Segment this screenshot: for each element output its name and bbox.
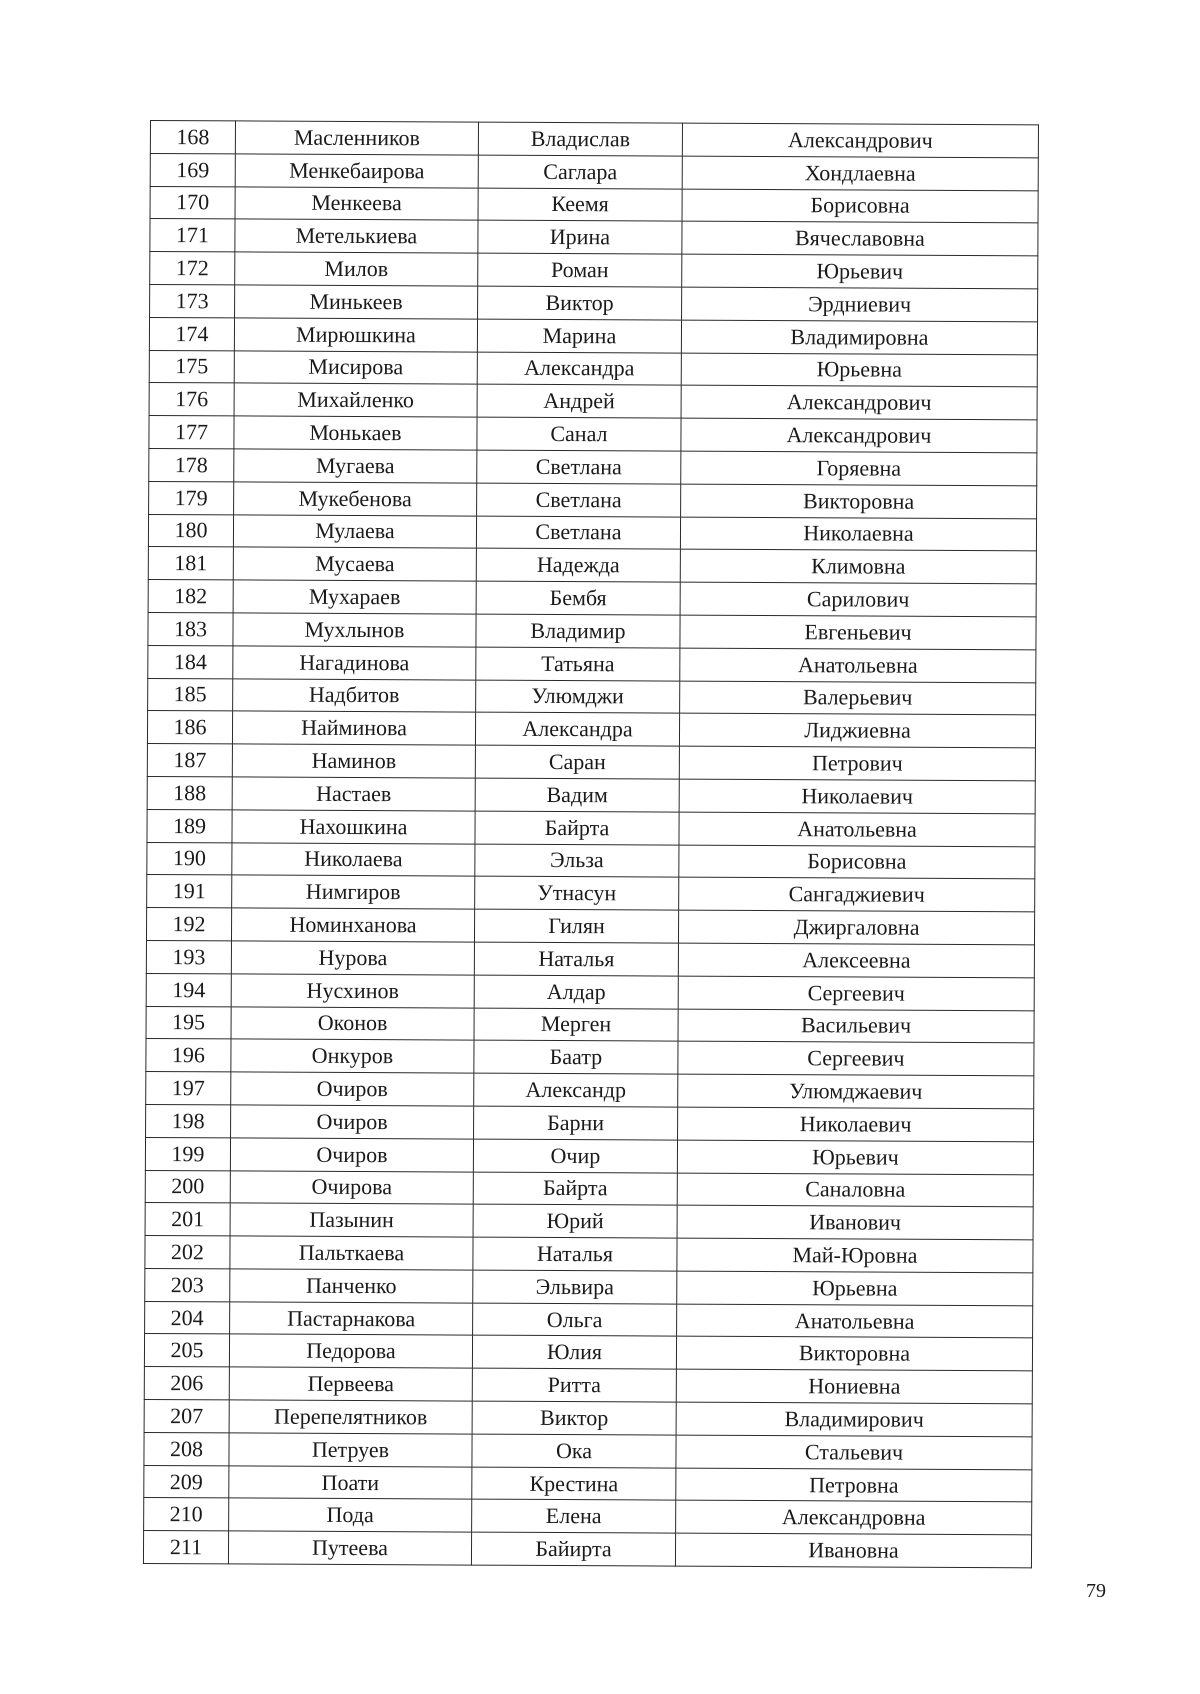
row-number-cell: 173 (150, 284, 235, 317)
table-row (149, 350, 1037, 387)
row-number-cell: 199 (145, 1137, 230, 1170)
row-number-cell: 180 (148, 514, 233, 547)
table-row (146, 908, 1034, 945)
patronymic-cell: Александровна (676, 1501, 1032, 1536)
patronymic-cell: Николаевна (680, 517, 1036, 552)
row-number-cell: 205 (144, 1334, 229, 1367)
patronymic-cell: Ивановна (675, 1533, 1031, 1568)
row-number-cell: 184 (148, 645, 233, 678)
patronymic-cell: Валерьевич (680, 681, 1036, 716)
first-name-cell: Барни (474, 1106, 678, 1140)
surname-cell: Педорова (229, 1334, 472, 1368)
first-name-cell: Марина (477, 319, 681, 353)
roster-table (143, 120, 1039, 1568)
first-name-cell: Юлия (472, 1336, 676, 1370)
patronymic-cell: Александрович (681, 385, 1037, 420)
row-number-cell: 189 (147, 809, 232, 842)
row-number-cell: 208 (144, 1432, 229, 1465)
table-row (148, 678, 1036, 715)
surname-cell: Минькеев (235, 285, 478, 319)
row-number-cell: 201 (145, 1203, 230, 1236)
surname-cell: Онкуров (231, 1039, 474, 1073)
patronymic-cell: Сергеевич (678, 1041, 1034, 1076)
first-name-cell: Виктор (472, 1401, 676, 1435)
patronymic-cell: Николаевич (678, 1107, 1034, 1142)
surname-cell: Мисирова (234, 350, 477, 384)
surname-cell: Наминов (232, 744, 475, 778)
surname-cell: Первеева (229, 1367, 472, 1401)
surname-cell: Панченко (230, 1269, 473, 1303)
patronymic-cell: Николаевич (679, 779, 1035, 814)
table-row (148, 580, 1036, 617)
first-name-cell: Виктор (478, 286, 682, 320)
first-name-cell: Мерген (474, 1008, 678, 1042)
surname-cell: Пастарнакова (230, 1302, 473, 1336)
first-name-cell: Баатр (474, 1040, 678, 1074)
row-number-cell: 198 (146, 1104, 231, 1137)
row-number-cell: 197 (146, 1072, 231, 1105)
row-number-cell: 186 (147, 711, 232, 744)
surname-cell: Нурова (231, 941, 474, 975)
surname-cell: Очиров (230, 1138, 473, 1172)
first-name-cell: Владимир (476, 614, 680, 648)
table-row (150, 153, 1038, 190)
row-number-cell: 174 (149, 317, 234, 350)
first-name-cell: Алдар (474, 975, 678, 1009)
first-name-cell: Наталья (473, 1237, 677, 1271)
patronymic-cell: Анатольевна (680, 648, 1036, 683)
row-number-cell: 168 (150, 121, 235, 154)
surname-cell: Михайленко (234, 383, 477, 417)
row-number-cell: 194 (146, 973, 231, 1006)
patronymic-cell: Сангаджиевич (679, 877, 1035, 912)
surname-cell: Мукебенова (234, 482, 477, 516)
row-number-cell: 188 (147, 776, 232, 809)
patronymic-cell: Сарилович (680, 582, 1036, 617)
patronymic-cell: Нониевна (676, 1369, 1032, 1404)
surname-cell: Мухлынов (233, 613, 476, 647)
table-row (145, 1137, 1033, 1174)
table-row (150, 284, 1038, 321)
first-name-cell: Юрий (473, 1204, 677, 1238)
surname-cell: Очиров (231, 1072, 474, 1106)
patronymic-cell: Петрович (679, 746, 1035, 781)
patronymic-cell: Иванович (677, 1205, 1033, 1240)
patronymic-cell: Эрдниевич (682, 287, 1038, 322)
row-number-cell: 178 (149, 448, 234, 481)
first-name-cell: Наталья (474, 942, 678, 976)
patronymic-cell: Борисовна (682, 189, 1038, 224)
row-number-cell: 175 (149, 350, 234, 383)
patronymic-cell: Хондлаевна (682, 156, 1038, 191)
table-row (145, 1301, 1033, 1338)
patronymic-cell: Викторовна (681, 484, 1037, 519)
first-name-cell: Саглара (478, 155, 682, 189)
surname-cell: Пазынин (230, 1203, 473, 1237)
table-row (146, 1072, 1034, 1109)
table-row (149, 481, 1037, 518)
first-name-cell: Бембя (476, 581, 680, 615)
table-row (146, 940, 1034, 977)
roster-table-body (143, 121, 1038, 1568)
first-name-cell: Улюмджи (476, 680, 680, 714)
table-row (147, 875, 1035, 912)
surname-cell: Пода (229, 1498, 472, 1532)
row-number-cell: 206 (144, 1367, 229, 1400)
row-number-cell: 169 (150, 153, 235, 186)
surname-cell: Мухараев (233, 580, 476, 614)
row-number-cell: 207 (144, 1400, 229, 1433)
surname-cell: Найминова (232, 711, 475, 745)
patronymic-cell: Петровна (676, 1468, 1032, 1503)
table-row (146, 1104, 1034, 1141)
first-name-cell: Эльза (475, 844, 679, 878)
row-number-cell: 196 (146, 1039, 231, 1072)
first-name-cell: Байирта (471, 1532, 675, 1566)
row-number-cell: 193 (146, 940, 231, 973)
surname-cell: Номинханова (231, 908, 474, 942)
first-name-cell: Ритта (472, 1368, 676, 1402)
table-row (145, 1170, 1033, 1207)
table-row (146, 1006, 1034, 1043)
row-number-cell: 209 (144, 1465, 229, 1498)
table-row (148, 547, 1036, 584)
row-number-cell: 182 (148, 580, 233, 613)
table-row (150, 252, 1038, 289)
first-name-cell: Утнасун (475, 876, 679, 910)
table-row (150, 121, 1038, 158)
first-name-cell: Санал (477, 417, 681, 451)
row-number-cell: 203 (145, 1268, 230, 1301)
row-number-cell: 187 (147, 744, 232, 777)
patronymic-cell: Борисовна (679, 845, 1035, 880)
first-name-cell: Александра (475, 712, 679, 746)
first-name-cell: Саран (475, 745, 679, 779)
surname-cell: Настаев (232, 777, 475, 811)
row-number-cell: 181 (148, 547, 233, 580)
patronymic-cell: Анатольевна (679, 812, 1035, 847)
surname-cell: Николаева (232, 842, 475, 876)
first-name-cell: Байрта (473, 1172, 677, 1206)
patronymic-cell: Вячеславовна (682, 221, 1038, 256)
first-name-cell: Ока (472, 1434, 676, 1468)
surname-cell: Нимгиров (232, 875, 475, 909)
table-row (147, 711, 1035, 748)
first-name-cell: Светлана (476, 516, 680, 550)
patronymic-cell: Алексеевна (678, 943, 1034, 978)
first-name-cell: Роман (478, 253, 682, 287)
table-row (144, 1432, 1032, 1469)
table-row (147, 744, 1035, 781)
first-name-cell: Очир (473, 1139, 677, 1173)
row-number-cell: 204 (145, 1301, 230, 1334)
row-number-cell: 190 (147, 842, 232, 875)
patronymic-cell: Васильевич (678, 1009, 1034, 1044)
table-row (144, 1367, 1032, 1404)
page-number: 79 (1086, 1580, 1106, 1602)
row-number-cell: 183 (148, 612, 233, 645)
table-row (148, 645, 1036, 682)
patronymic-cell: Саналовна (677, 1173, 1033, 1208)
table-row (144, 1400, 1032, 1437)
surname-cell: Нагадинова (233, 646, 476, 680)
table-row (147, 809, 1035, 846)
patronymic-cell: Владимирович (676, 1402, 1032, 1437)
surname-cell: Нусхинов (231, 974, 474, 1008)
row-number-cell: 211 (143, 1531, 228, 1564)
surname-cell: Милов (235, 252, 478, 286)
surname-cell: Мусаева (233, 547, 476, 581)
patronymic-cell: Юрьевна (677, 1271, 1033, 1306)
patronymic-cell: Викторовна (676, 1337, 1032, 1372)
patronymic-cell: Владимировна (681, 320, 1037, 355)
patronymic-cell: Анатольевна (677, 1304, 1033, 1339)
surname-cell: Монькаев (234, 416, 477, 450)
first-name-cell: Кеемя (478, 188, 682, 222)
patronymic-cell: Сергеевич (678, 976, 1034, 1011)
surname-cell: Масленников (235, 121, 478, 155)
table-row (145, 1236, 1033, 1273)
surname-cell: Оконов (231, 1006, 474, 1040)
table-row (144, 1498, 1032, 1535)
table-row (149, 317, 1037, 354)
patronymic-cell: Климовна (680, 549, 1036, 584)
first-name-cell: Александр (474, 1073, 678, 1107)
row-number-cell: 171 (150, 219, 235, 252)
patronymic-cell: Александрович (681, 418, 1037, 453)
first-name-cell: Надежда (476, 548, 680, 582)
patronymic-cell: Улюмджаевич (678, 1074, 1034, 1109)
surname-cell: Надбитов (233, 678, 476, 712)
patronymic-cell: Александрович (682, 123, 1038, 158)
surname-cell: Менкеева (235, 187, 478, 221)
patronymic-cell: Джиргаловна (678, 910, 1034, 945)
surname-cell: Путеева (228, 1531, 471, 1565)
first-name-cell: Татьяна (476, 647, 680, 681)
row-number-cell: 200 (145, 1170, 230, 1203)
first-name-cell: Ольга (473, 1303, 677, 1337)
patronymic-cell: Евгеньевич (680, 615, 1036, 650)
table-row (149, 448, 1037, 485)
first-name-cell: Гилян (474, 909, 678, 943)
row-number-cell: 185 (148, 678, 233, 711)
surname-cell: Метелькиева (235, 219, 478, 253)
first-name-cell: Байрта (475, 811, 679, 845)
surname-cell: Поати (229, 1466, 472, 1500)
table-row (147, 776, 1035, 813)
first-name-cell: Андрей (477, 384, 681, 418)
patronymic-cell: Горяевна (681, 451, 1037, 486)
first-name-cell: Владислав (478, 122, 682, 156)
first-name-cell: Елена (472, 1500, 676, 1534)
patronymic-cell: Стальевич (676, 1435, 1032, 1470)
table-row (148, 612, 1036, 649)
patronymic-cell: Юрьевич (682, 254, 1038, 289)
table-row (145, 1268, 1033, 1305)
table-row (149, 416, 1037, 453)
row-number-cell: 210 (144, 1498, 229, 1531)
table-row (148, 514, 1036, 551)
surname-cell: Мирюшкина (234, 318, 477, 352)
surname-cell: Пальткаева (230, 1236, 473, 1270)
row-number-cell: 172 (150, 252, 235, 285)
first-name-cell: Александра (477, 352, 681, 386)
first-name-cell: Светлана (477, 450, 681, 484)
table-row (149, 383, 1037, 420)
row-number-cell: 202 (145, 1236, 230, 1269)
first-name-cell: Ирина (478, 220, 682, 254)
surname-cell: Менкебаирова (235, 154, 478, 188)
surname-cell: Мулаева (233, 514, 476, 548)
table-row (144, 1334, 1032, 1371)
surname-cell: Мугаева (234, 449, 477, 483)
table-row (147, 842, 1035, 879)
table-row (144, 1465, 1032, 1502)
patronymic-cell: Юрьевич (677, 1140, 1033, 1175)
first-name-cell: Крестина (472, 1467, 676, 1501)
surname-cell: Перепелятников (229, 1400, 472, 1434)
table-row (143, 1531, 1031, 1568)
surname-cell: Петруев (229, 1433, 472, 1467)
row-number-cell: 192 (146, 908, 231, 941)
row-number-cell: 170 (150, 186, 235, 219)
surname-cell: Очиров (231, 1105, 474, 1139)
row-number-cell: 179 (149, 481, 234, 514)
row-number-cell: 176 (149, 383, 234, 416)
patronymic-cell: Май-Юровна (677, 1238, 1033, 1273)
surname-cell: Нахошкина (232, 810, 475, 844)
first-name-cell: Светлана (477, 483, 681, 517)
table-row (146, 1039, 1034, 1076)
row-number-cell: 195 (146, 1006, 231, 1039)
table-row (145, 1203, 1033, 1240)
table-row (150, 219, 1038, 256)
patronymic-cell: Юрьевна (681, 353, 1037, 388)
first-name-cell: Вадим (475, 778, 679, 812)
patronymic-cell: Лиджиевна (679, 713, 1035, 748)
row-number-cell: 191 (147, 875, 232, 908)
first-name-cell: Эльвира (473, 1270, 677, 1304)
table-row (150, 186, 1038, 223)
row-number-cell: 177 (149, 416, 234, 449)
surname-cell: Очирова (230, 1170, 473, 1204)
table-row (146, 973, 1034, 1010)
